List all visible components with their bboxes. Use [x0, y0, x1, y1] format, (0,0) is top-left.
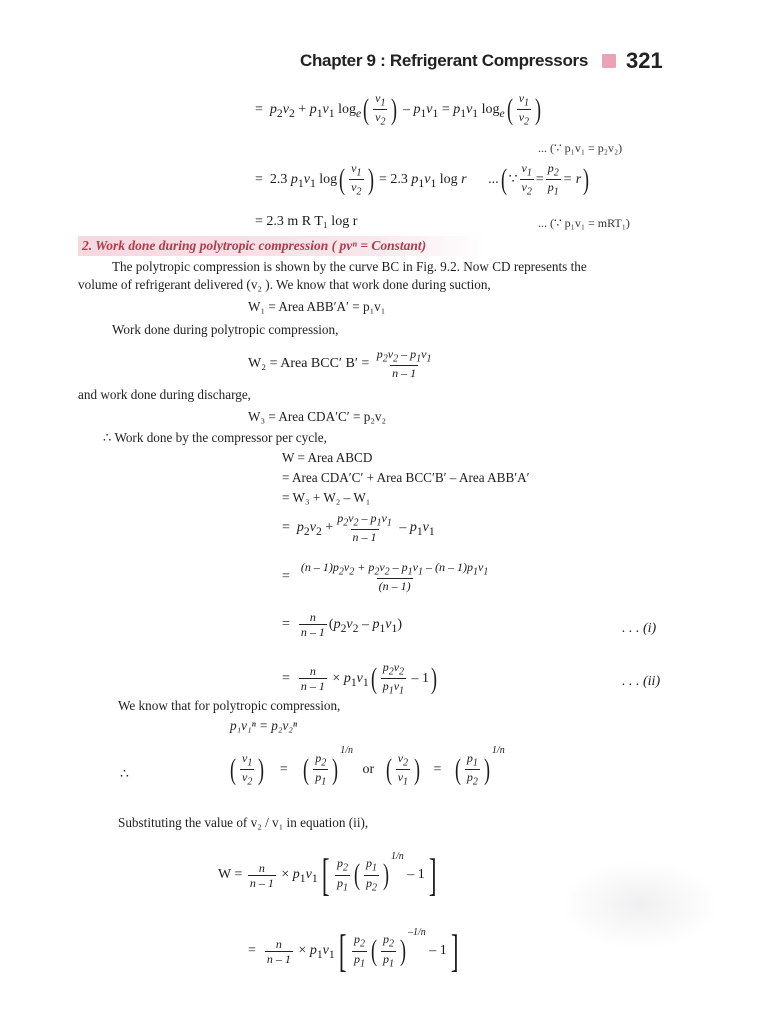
equation-polytropic: p₁v₁ⁿ = p₂v₂ⁿ	[230, 718, 298, 733]
equation-final-1: W = $\frac{n}{n - 1}$ × $p_1v_1$[ $\frac{p_2}{p_1}$ ( $\frac{p_1}{p_2}$ )$^{1/n}$ – 1]	[218, 849, 437, 900]
scan-shadow	[560, 860, 720, 950]
equation-w-abcd: W = Area ABCD	[282, 450, 373, 465]
paragraph-line-1: The polytropic compression is shown by the curve BC in Fig. 9.2. Now CD represents the	[112, 259, 587, 274]
section-heading: 2. Work done during polytropic compression ( pvⁿ = Constant)	[78, 236, 486, 256]
equation-ratio: ( $\frac{v_1}{v_2}$ ) = ( $\frac{p_2}{p_1}$ )$^{1/n}$ or ( $\frac{v_2}{v_1}$ ) = ( $\frac{p_1}{p_2}$ )$^{1/n}$	[230, 745, 505, 788]
text-per-cycle: ∴ Work done by the compressor per cycle,	[103, 430, 327, 445]
page-number: 321	[626, 48, 663, 73]
equation-w2: W₂ = Area BCC′ B′ = $\frac{p_2v_2 - p_1v_1}{n - 1}$	[248, 347, 432, 381]
header-accent-square	[602, 54, 616, 68]
equation-line-2: = 2.3 $p_1v_1$ log( $\frac{v_1}{v_2}$ ) = 2.3 $p_1v_1$ log r ...( ∵ $\frac{v_1}{v_2}$ = $\frac{p_2}{p_1}$ = r)	[255, 161, 590, 198]
chapter-title: Chapter 9 : Refrigerant Compressors	[300, 51, 589, 70]
text-work-polytropic: Work done during polytropic compression,	[112, 322, 339, 337]
text-discharge: and work done during discharge,	[78, 387, 251, 402]
therefore-symbol: ∴	[120, 767, 129, 782]
equation-ii: = $\frac{n}{n - 1}$ × $p_1v_1$( $\frac{p_2v_2}{p_1v_1}$ – 1)	[282, 660, 438, 697]
equation-i: = $\frac{n}{n - 1}$ $(p_2v_2 - p_1v_1)$	[282, 610, 402, 639]
final-w-lhs: W =	[218, 867, 243, 883]
w2-lhs: W₂ = Area BCC′ B′ =	[248, 355, 370, 371]
equation-note-3: ... (∵ p₁v₁ = mRT₁)	[538, 216, 630, 230]
equation-w-sum: = W₃ + W₂ – W₁	[282, 490, 371, 505]
equation-w-areas: = Area CDA′C′ + Area BCC′B′ – Area ABB′A′	[282, 470, 530, 485]
equation-note-1: ... (∵ p₁v₁ = p₂v₂)	[538, 141, 623, 155]
paragraph-line-2: volume of refrigerant delivered (v₂ ). We know that work done during suction,	[78, 277, 491, 292]
equation-w1: W₁ = Area ABB′A′ = p₁v₁	[248, 299, 386, 314]
equation-w3: W₃ = Area CDA′C′ = p₂v₂	[248, 409, 387, 424]
text-we-know: We know that for polytropic compression,	[118, 698, 341, 713]
equation-line-1: = $p_2v_2 + p_1v_1$ $\log_e$( $\frac{v_1}{v_2}$ ) – $p_1v_1 = p_1v_1$ $\log_e$( $\frac{v_1}{v_2}$ )	[255, 91, 542, 128]
or-word: or	[362, 762, 375, 778]
equation-line-3: = 2.3 m R T₁ log r	[255, 214, 358, 229]
text-substituting: Substituting the value of v₂ / v₁ in equation (ii),	[118, 815, 369, 830]
running-header	[300, 46, 680, 76]
equation-w-expanded: = $p_2v_2$ + $\frac{p_2v_2 - p_1v_1}{n - 1}$ – $p_1v_1$	[282, 511, 435, 545]
equation-label-i: . . . (i)	[622, 621, 657, 636]
equation-final-2: = $\frac{n}{n - 1}$ × $p_1v_1$[ $\frac{p_2}{p_1}$ ( $\frac{p_2}{p_1}$ )$^{-1/n}$ – 1]	[248, 925, 459, 976]
equation-w-combined: = $\frac{(n - 1)p_2v_2 + p_2v_2 - p_1v_1 - (n - 1)p_1v_1}{(n - 1)}$	[282, 560, 489, 594]
equation-label-ii: . . . (ii)	[622, 674, 661, 689]
